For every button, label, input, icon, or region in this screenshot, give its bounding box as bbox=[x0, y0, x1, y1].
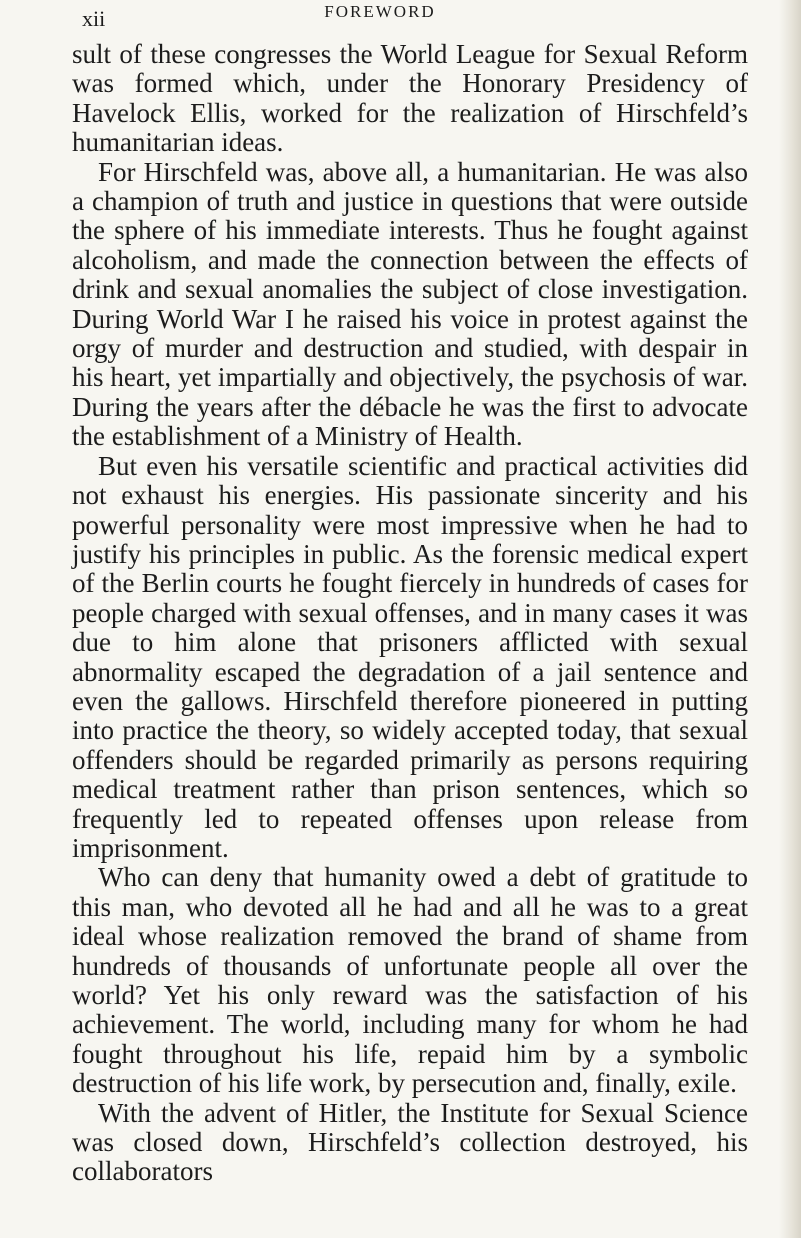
body-text bbox=[72, 40, 748, 1187]
page-number: xii bbox=[82, 6, 106, 31]
paragraph-5: With the advent of Hitler, the Institute for Sexual Science was closed down, Hirschfeld’s collection destroyed, his collaborators bbox=[72, 1097, 748, 1187]
paragraph-3: But even his versatile scientific and practical activities did not exhaust his energies. His passionate sincerity and his powerful personality were most impressive when he had to justify his principles in public. As the forensic medical expert of the Berlin courts he fought fiercely in hundreds of cases for people charged with sexual offenses, and in many cases it was due to him alone that prisoners afflicted with sexual abnormality escaped the degradation of a jail sentence and even the gallows. Hirschfeld therefore pioneered in putting into practice the theory, so widely accepted today, that sexual offenders should be regarded primarily as persons requiring medical treatment rather than prison sentences, which so frequently led to repeated offenses upon release from imprisonment. bbox=[72, 450, 748, 863]
page-edge-shadow bbox=[779, 0, 801, 1238]
paragraph-4: Who can deny that humanity owed a debt of gratitude to this man, who devoted all he had and all he was to a great ideal whose realization removed the brand of shame from hundreds of thousands of unfortunate people all over the world? Yet his only reward was the satisfaction of his achievement. The world, including many for whom he had fought throughout his life, repaid him by a symbolic destruction of his life work, by persecution and, finally, exile. bbox=[72, 862, 748, 1099]
paragraph-2: For Hirschfeld was, above all, a humanitarian. He was also a champion of truth and justice in questions that were outside the sphere of his immediate interests. Thus he fought against alcoholism, and made the connection between the effects of drink and sexual anomalies the subject of close investigation. During World War I he raised his voice in protest against the orgy of murder and destruction and studied, with despair in his heart, yet impartially and objectively, the psychosis of war. During the years after the débacle he was the first to advocate the establishment of a Ministry of Health. bbox=[72, 156, 748, 452]
running-head: FOREWORD bbox=[324, 2, 436, 21]
paragraph-1: sult of these congresses the World League for Sexual Reform was formed which, under the Honorary Presidency of Havelock Ellis, worked for the realization of Hirschfeld’s humanitarian ideas. bbox=[72, 39, 748, 158]
